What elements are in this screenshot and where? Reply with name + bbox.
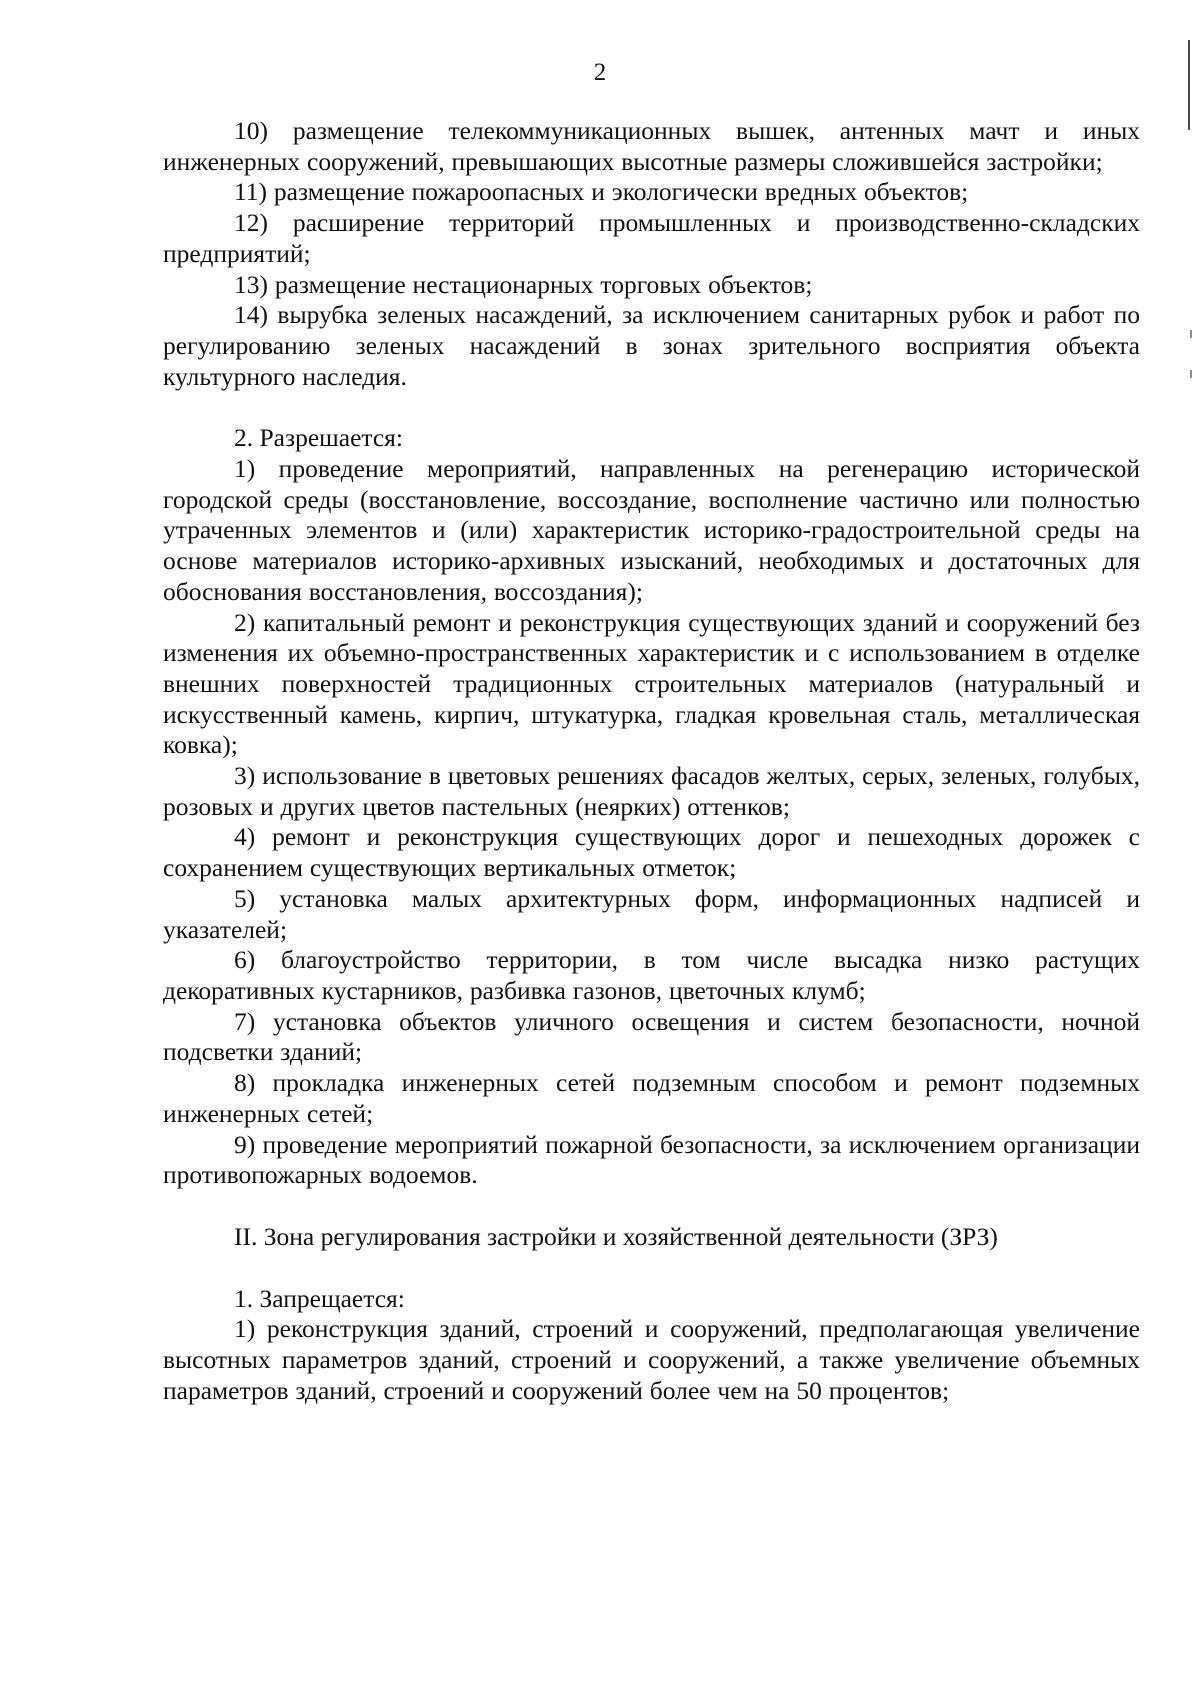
paragraph-gap [163, 1191, 1140, 1222]
paragraph-gap [163, 1253, 1140, 1284]
zone-heading: II. Зона регулирования застройки и хозяйственной деятельности (ЗРЗ) [234, 1221, 998, 1251]
list-item: 1) проведение мероприятий, направленных на регенерацию исторической городской среды (восстановление, воссоздание, восполнение частично или полностью утраченных элементов и (или) характеристик историко-градостроительной среды на основе материалов историко-архивных изысканий, необходимых и достаточных для обоснования восстановления, воссоздания); [163, 454, 1140, 606]
list-item: 4) ремонт и реконструкция существующих дорог и пешеходных дорожек с сохранением существующих вертикальных отметок; [163, 822, 1140, 883]
page-number: 2 [593, 59, 607, 86]
scan-edge-mark [1190, 370, 1192, 378]
list-item: 12) расширение территорий промышленных и производственно-складских предприятий; [163, 208, 1140, 268]
list-item: 8) прокладка инженерных сетей подземным способом и ремонт подземных инженерных сетей; [163, 1068, 1140, 1128]
document-body [163, 116, 1140, 1406]
permitted-heading: 2. Разрешается: [234, 423, 403, 453]
list-item: 5) установка малых архитектурных форм, информационных надписей и указателей; [163, 883, 1140, 944]
zone-prohibited-heading: 1. Запрещается: [234, 1283, 405, 1313]
paragraph-gap [163, 392, 1140, 423]
list-item: 1) реконструкция зданий, строений и сооружений, предполагающая увеличение высотных параметров зданий, строений и сооружений, а также увеличение объемных параметров зданий, строений и сооружений более чем на 50 процентов; [163, 1314, 1140, 1405]
list-item: 11) размещение пожароопасных и экологически вредных объектов; [234, 177, 969, 207]
list-item: 7) установка объектов уличного освещения и систем безопасности, ночной подсветки зданий; [163, 1006, 1140, 1067]
list-item: 10) размещение телекоммуникационных вышек, антенных мачт и иных инженерных сооружений, превышающих высотные размеры сложившейся застройки; [163, 116, 1140, 176]
list-item: 3) использование в цветовых решениях фасадов желтых, серых, зеленых, голубых, розовых и других цветов пастельных (неярких) оттенков; [163, 761, 1140, 821]
list-item: 6) благоустройство территории, в том числе высадка низко растущих декоративных кустарников, разбивка газонов, цветочных клумб; [163, 945, 1140, 1005]
list-item: 9) проведение мероприятий пожарной безопасности, за исключением организации противопожарных водоемов. [163, 1129, 1140, 1190]
list-item: 14) вырубка зеленых насаждений, за исключением санитарных рубок и работ по регулированию зеленых насаждений в зонах зрительного восприятия объекта культурного наследия. [163, 300, 1140, 391]
list-item: 13) размещение нестационарных торговых объектов; [234, 269, 813, 299]
list-item: 2) капитальный ремонт и реконструкция существующих зданий и сооружений без изменения их объемно-пространственных характеристик и с использованием в отделке внешних поверхностей традиционных строительных материалов (натуральный и искусственный камень, кирпич, штукатурка, гладкая кровельная сталь, металлическая ковка); [163, 607, 1140, 760]
scan-edge-mark [1190, 330, 1192, 338]
